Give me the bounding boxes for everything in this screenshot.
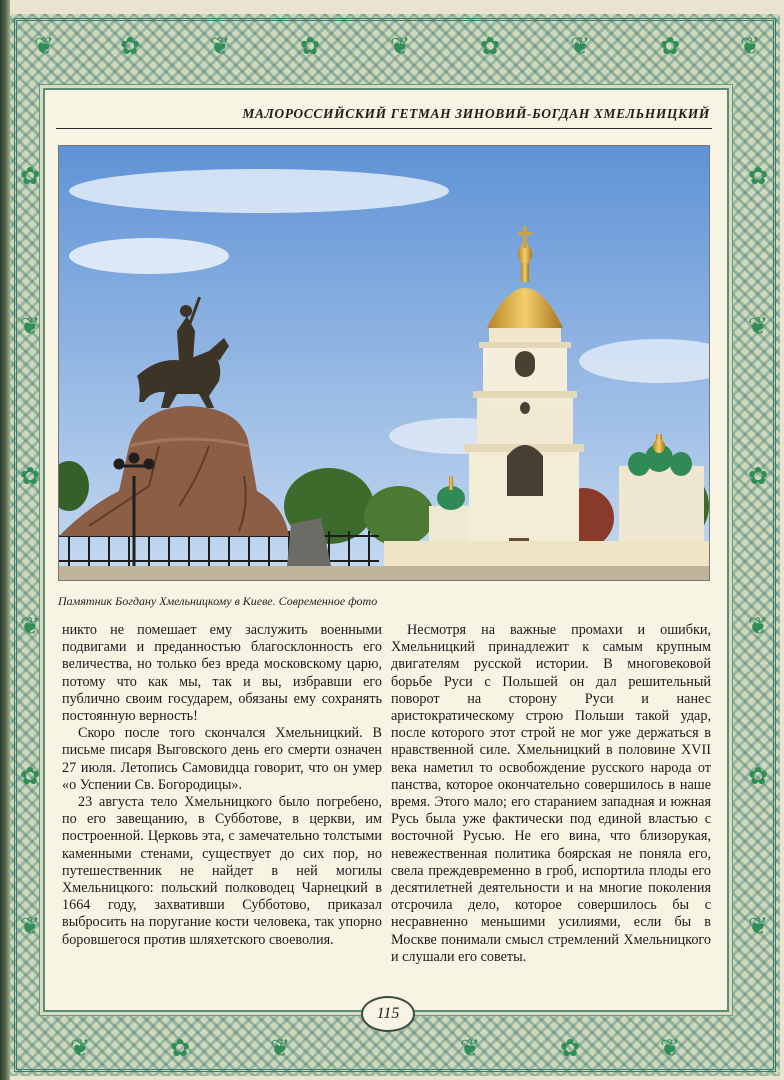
book-spine xyxy=(0,0,10,1080)
ornament-icon: ✿ xyxy=(300,32,321,60)
ornament-icon: ❦ xyxy=(748,912,769,940)
right-text-column xyxy=(391,622,711,966)
ornament-icon: ❦ xyxy=(740,32,761,60)
ornament-icon: ❦ xyxy=(20,312,41,340)
ornament-icon: ❦ xyxy=(210,32,231,60)
ornament-icon: ❦ xyxy=(748,612,769,640)
cloud xyxy=(69,169,449,213)
paragraph: Несмотря на важные промахи и ошибки, Хмельницкий принадлежит к самым крупным двигателям русской истории. В многовековой борьбе Руси с Польшей он дал решительный поворот на сторону Руси и нанес аристократическому строю Польши такой удар, после которого этот строй не мог уже держаться в нравственной силе. Хмельницкий в половине XVII века наметил то освобождение русского народа от панства, которое окончательно совершилось в наше время. Этого мало; его старанием западная и южная Русь была уже фактически под единой властью с восточной Русью. Не его вина, что близорукая, невежественная политика боярская не поняла его, свела преждевременно в гроб, испортила плоды его десятилетней деятельности и на многие поколения отсрочила дело, которое совершилось бы с несравненно меньшими усилиями, если бы в Москве понимали смысл стремлений Хмельницкого и слушали его советы. xyxy=(391,622,711,965)
ornament-icon: ❦ xyxy=(34,32,55,60)
ornament-icon: ❦ xyxy=(70,1034,91,1062)
ornament-icon: ❦ xyxy=(570,32,591,60)
photo-caption: Памятник Богдану Хмельницкому в Киеве. Современное фото xyxy=(58,594,378,608)
left-text-column xyxy=(62,622,382,949)
ornament-icon: ✿ xyxy=(20,762,41,790)
page-number: 115 xyxy=(361,996,415,1032)
paragraph: никто не помешает ему заслужить военными подвигами и преданностью благосклонность его величества, но только без вреда московскому царю, потому что как мы, так и вы, избравши его публично своим государем, обязаны ему сохранять постоянную верность! xyxy=(62,622,382,725)
cloud xyxy=(69,238,229,274)
ornament-icon: ✿ xyxy=(480,32,501,60)
ornament-icon: ❦ xyxy=(660,1034,681,1062)
ornament-icon: ❦ xyxy=(390,32,411,60)
ornament-icon: ✿ xyxy=(20,162,41,190)
ornament-icon: ✿ xyxy=(748,462,769,490)
ornament-icon: ✿ xyxy=(20,462,41,490)
ornament-icon: ❦ xyxy=(270,1034,291,1062)
running-head: МАЛОРОССИЙСКИЙ ГЕТМАН ЗИНОВИЙ-БОГДАН ХМЕЛЬНИЦКИЙ xyxy=(242,106,710,121)
square-pavement xyxy=(59,566,709,580)
monastery-wall xyxy=(384,541,709,566)
ornament-icon: ❦ xyxy=(748,312,769,340)
ornament-icon: ✿ xyxy=(170,1034,191,1062)
header-rule xyxy=(56,128,712,129)
ornament-icon: ❦ xyxy=(460,1034,481,1062)
ornament-icon: ❦ xyxy=(20,612,41,640)
paragraph: Скоро после того скончался Хмельницкий. В письме писаря Выговского день его смерти означен 27 июля. Летопись Самовидца говорит, что он умер «о Успении Св. Богородицы». xyxy=(62,725,382,793)
ornament-icon: ✿ xyxy=(748,162,769,190)
paragraph: 23 августа тело Хмельницкого было погребено, по его завещанию, в Субботове, в церкви, им построенной. Церковь эта, с замечательно толстыми каменными стенами, существует до сих пор, но путешественник не найдет в ней могилы Хмельницкого: польский полководец Чарнецкий в 1664 году, захвативши Субботово, приказал выбросить на поругание кости человека, так упорно боровшегося против шляхетского своеволия. xyxy=(62,794,382,948)
ornament-icon: ❦ xyxy=(20,912,41,940)
ornament-icon: ✿ xyxy=(660,32,681,60)
monument-photo xyxy=(58,145,710,581)
ornament-icon: ✿ xyxy=(120,32,141,60)
ornament-icon: ✿ xyxy=(748,762,769,790)
ornament-icon: ✿ xyxy=(560,1034,581,1062)
